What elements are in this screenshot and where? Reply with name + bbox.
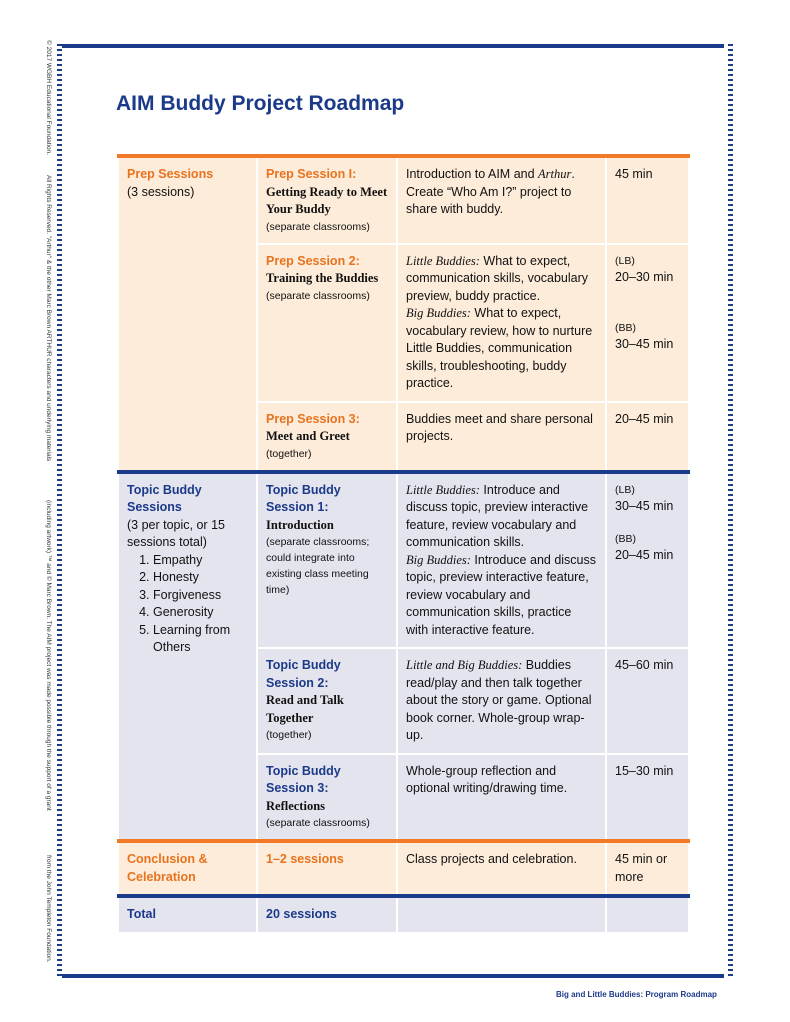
topic-group-cell <box>118 472 257 842</box>
list-item: 4. Generosity <box>153 604 248 622</box>
lb-tag: (LB) <box>615 254 635 267</box>
total-label: Total <box>118 896 257 933</box>
prep-s2-desc <box>397 244 606 402</box>
conclusion-sessions: 1–2 sessions <box>257 841 397 896</box>
topic-group-sub: (3 per topic, or 15 sessions total) <box>127 517 225 549</box>
bb-label: Big Buddies: <box>406 306 471 320</box>
topic-group-title: Topic Buddy Sessions <box>127 482 202 514</box>
frame-right-border <box>728 44 733 978</box>
prep-s2-title: Prep Session 2: <box>266 253 360 268</box>
prep-s1-name: Getting Ready to Meet Your Buddy <box>266 184 388 216</box>
prep-s3-note: (together) <box>266 447 312 460</box>
lbb-label: Little and Big Buddies: <box>406 658 523 672</box>
prep-s3-desc: Buddies meet and share personal projects. <box>397 402 606 472</box>
total-sessions: 20 sessions <box>257 896 397 933</box>
prep-s3-name: Meet and Greet <box>266 429 350 443</box>
table-row <box>118 156 689 244</box>
total-empty-time <box>606 896 689 933</box>
topic-s2-name: Read and Talk Together <box>266 693 344 725</box>
topic-s1-note: (separate classrooms; could integrate into existing class meeting time) <box>266 536 370 596</box>
page-footer: Big and Little Buddies: Program Roadmap <box>556 990 717 999</box>
bb-tag: (BB) <box>615 533 636 545</box>
conclusion-desc: Class projects and celebration. <box>397 841 606 896</box>
side-copyright: © 2017 WGBH Educational Foundation. <box>45 40 52 155</box>
bb-time: 20–45 min <box>615 548 674 562</box>
topic-s3-desc: Whole-group reflection and optional writing/drawing time. <box>397 754 606 842</box>
topic-s1-desc <box>397 472 606 649</box>
topic-s2-note: (together) <box>266 729 312 741</box>
bb-label: Big Buddies: <box>406 552 471 567</box>
table-row <box>118 841 689 896</box>
topic-s2-desc <box>397 648 606 754</box>
lb-label: Little Buddies: <box>406 253 480 268</box>
topic-s2-cell <box>257 648 397 754</box>
topic-s3-time: 15–30 min <box>606 754 689 842</box>
prep-s1-title: Prep Session I: <box>266 167 357 181</box>
topic-s1-title: Topic Buddy Session 1: <box>266 482 341 514</box>
prep-s1-time: 45 min <box>606 156 689 244</box>
total-empty-desc <box>397 896 606 933</box>
prep-s2-time <box>606 244 689 402</box>
prep-s1-desc2: . Create “Who Am I?” project to share with buddy. <box>406 167 575 216</box>
side-rights: All Rights Reserved. "Arthur" & the other Marc Brown ARTHUR characters and underlying materials <box>45 175 52 462</box>
frame-top-border <box>62 44 724 48</box>
list-item: 1. Empathy <box>153 552 248 570</box>
lb-text: What to expect, communication skills, vocabulary preview, buddy practice. <box>406 253 589 303</box>
side-artwork: (including artwork) ™ and © Marc Brown. The AIM project was made possible through the support of a grant <box>45 500 52 811</box>
topic-s3-title: Topic Buddy Session 3: <box>266 763 341 795</box>
frame-bottom-border <box>62 974 724 978</box>
prep-s1-desc <box>397 156 606 244</box>
prep-s1-desc1: Introduction to AIM and <box>406 167 539 181</box>
list-item: 5. Learning from Others <box>153 622 248 657</box>
prep-s2-name: Training the Buddies <box>266 271 379 285</box>
prep-s3-title: Prep Session 3: <box>266 411 360 426</box>
topic-s1-cell <box>257 472 397 649</box>
prep-s1-note: (separate classrooms) <box>266 220 370 233</box>
conclusion-title: Conclusion & Celebration <box>118 841 257 896</box>
prep-s2-cell <box>257 244 397 402</box>
lbb-text: Buddies read/play and then talk together about the story or game. Optional book corner. Whole-group wrap-up. <box>406 658 592 742</box>
bb-text: Introduce and discuss topic, preview interactive feature, review vocabulary and communication skills, practice with interactive feature. <box>406 552 596 637</box>
lb-tag: (LB) <box>615 483 635 496</box>
prep-group-title: Prep Sessions <box>127 167 214 181</box>
bb-text: What to expect, vocabulary review, how to nurture Little Buddies, communication skills, troubleshooting, buddy practice. <box>406 306 593 390</box>
prep-s3-time: 20–45 min <box>606 402 689 472</box>
table-row <box>118 896 689 933</box>
lb-time: 30–45 min <box>615 498 674 513</box>
page-title: AIM Buddy Project Roadmap <box>116 92 405 115</box>
bb-tag: (BB) <box>615 322 636 334</box>
topic-s3-name: Reflections <box>266 798 326 813</box>
side-credits <box>40 40 54 980</box>
topic-s3-cell <box>257 754 397 842</box>
roadmap-table <box>117 154 690 934</box>
prep-group-cell <box>118 156 257 472</box>
side-templeton: from the John Templeton Foundation. <box>45 855 52 963</box>
prep-s3-cell <box>257 402 397 472</box>
topic-s3-note: (separate classrooms) <box>266 817 370 829</box>
lb-time: 20–30 min <box>615 269 674 284</box>
topic-list <box>127 552 248 657</box>
arthur-title: Arthur <box>538 167 572 181</box>
lb-label: Little Buddies: <box>406 482 480 497</box>
list-item: 3. Forgiveness <box>153 587 248 605</box>
bb-time: 30–45 min <box>615 337 674 351</box>
frame-left-border <box>57 44 62 978</box>
table-row <box>118 472 689 649</box>
topic-s1-time <box>606 472 689 649</box>
conclusion-time: 45 min or more <box>606 841 689 896</box>
lb-text: Introduce and discuss topic, preview interactive feature, review vocabulary and communication skills. <box>406 482 589 549</box>
prep-group-sub: (3 sessions) <box>127 184 195 199</box>
prep-s1-cell <box>257 156 397 244</box>
list-item: 2. Honesty <box>153 569 248 587</box>
topic-s2-time: 45–60 min <box>606 648 689 754</box>
topic-s1-name: Introduction <box>266 517 334 532</box>
topic-s2-title: Topic Buddy Session 2: <box>266 658 341 690</box>
prep-s2-note: (separate classrooms) <box>266 289 370 302</box>
